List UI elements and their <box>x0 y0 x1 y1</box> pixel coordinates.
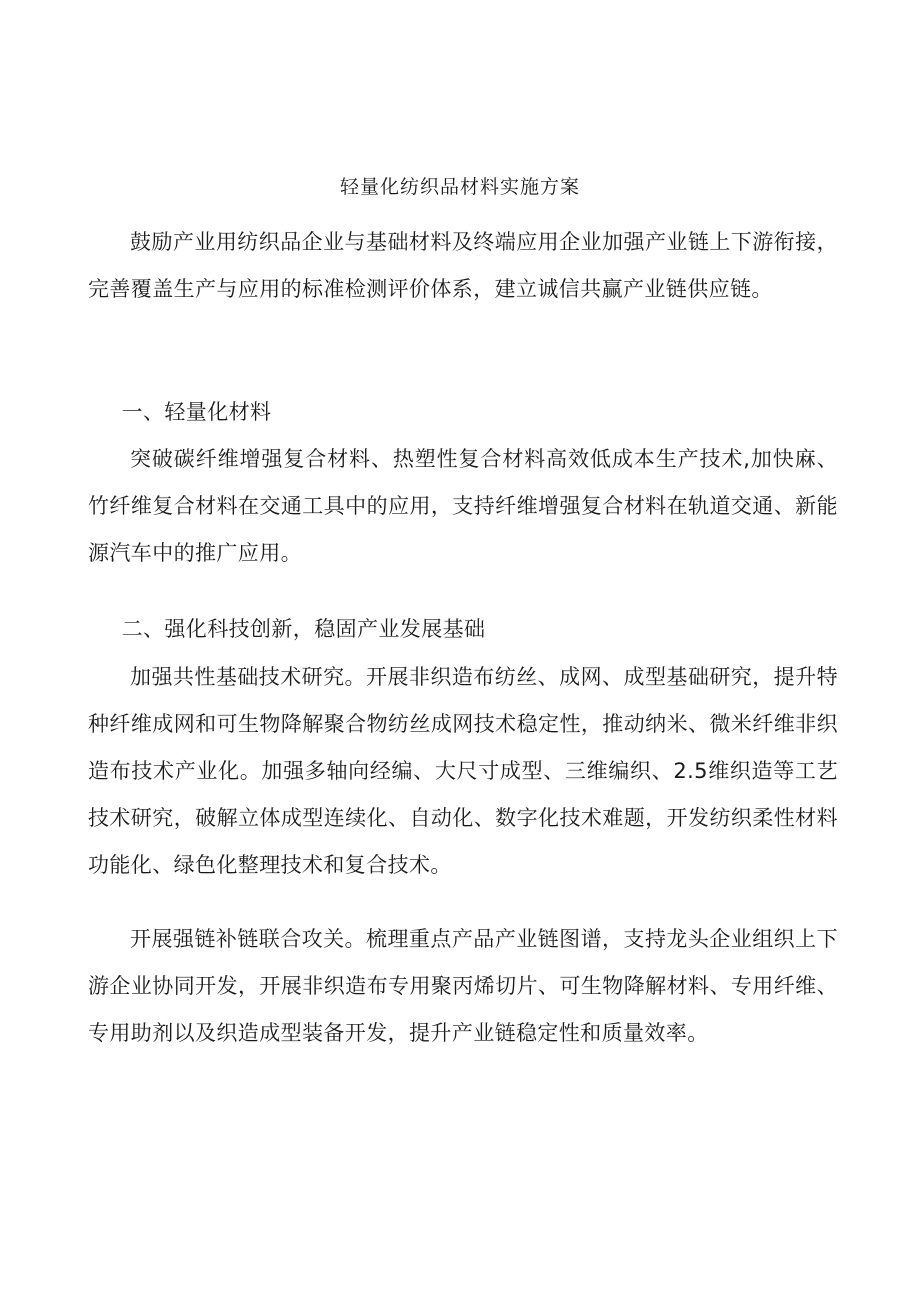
section-paragraph-basic-research: 加强共性基础技术研究。开展非织造布纺丝、成网、成型基础研究，提升特种纤维成网和可生物降解聚合物纺丝成网技术稳定性，推动纳米、微米纤维非织造布技术产业化。加强多轴向经编、大尺寸成型、三维编织、2.5维织造等工艺技术研究，破解立体成型连续化、自动化、数字化技术难题，开发纺织柔性材料功能化、绿色化整理技术和复合技术。 <box>88 665 838 877</box>
section-paragraph-lightweight-materials: 突破碳纤维增强复合材料、热塑性复合材料高效低成本生产技术,加快麻、竹纤维复合材料在交通工具中的应用，支持纤维增强复合材料在轨道交通、新能源汽车中的推广应用。 <box>88 447 838 565</box>
section-heading-lightweight-materials: 一、轻量化材料 <box>121 400 272 424</box>
section-paragraph-supply-chain: 开展强链补链联合攻关。梳理重点产品产业链图谱，支持龙头企业组织上下游企业协同开发，开展非织造布专用聚丙烯切片、可生物降解材料、专用纤维、专用助剂以及织造成型装备开发，提升产业链稳定性和质量效率。 <box>88 927 838 1045</box>
document-title: 轻量化纺织品材料实施方案 <box>339 176 580 198</box>
intro-paragraph: 鼓励产业用纺织品企业与基础材料及终端应用企业加强产业链上下游衔接，完善覆盖生产与应用的标准检测评价体系，建立诚信共赢产业链供应链。 <box>88 230 838 301</box>
section-heading-tech-innovation: 二、强化科技创新，稳固产业发展基础 <box>121 617 486 641</box>
